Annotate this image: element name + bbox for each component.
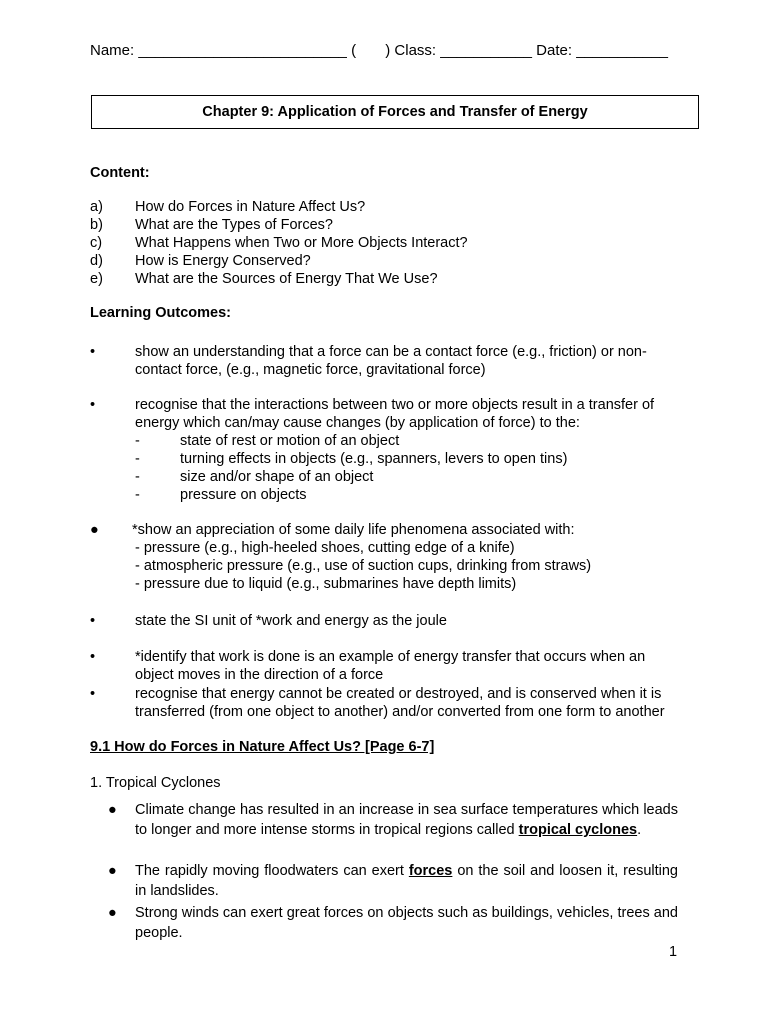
list-marker: c) <box>90 235 103 251</box>
bullet-icon: ● <box>108 905 117 921</box>
sub-list-item <box>135 486 690 504</box>
outcome-text: recognise that the interactions between two or more objects result in a transfer of energy which can/may cause changes (by application of force) to the: <box>135 397 655 431</box>
content-list <box>90 198 468 288</box>
sub-item-text: turning effects in objects (e.g., spanners, levers to open tins) <box>180 451 568 467</box>
list-marker: a) <box>90 199 103 215</box>
bullet-icon: ● <box>108 802 117 818</box>
text-run: Climate change has resulted in an increase in sea surface temperatures which leads to longer and more intense storms in tropical regions called <box>135 802 678 838</box>
list-item-text: How do Forces in Nature Affect Us? <box>135 199 366 215</box>
outcome-text: show an understanding that a force can be a contact force (e.g., friction) or non-contact force, (e.g., magnetic force, gravitational force) <box>135 344 647 378</box>
outcome-text: state the SI unit of *work and energy as the joule <box>135 613 447 629</box>
outcome-item <box>90 343 690 379</box>
list-item-text: What are the Types of Forces? <box>135 217 333 233</box>
sub-item-text: - atmospheric pressure (e.g., use of suction cups, drinking from straws) <box>135 558 592 574</box>
key-term: tropical cyclones <box>518 822 638 838</box>
cyclone-point-text <box>135 861 678 901</box>
sub-list-item <box>135 432 690 450</box>
page-number: 1 <box>669 944 678 960</box>
list-item-text: What Happens when Two or More Objects Interact? <box>135 235 468 251</box>
sub-item-text: - pressure (e.g., high-heeled shoes, cutting edge of a knife) <box>135 540 515 556</box>
outcome-text: *show an appreciation of some daily life phenomena associated with: <box>132 522 575 538</box>
outcome-text: *identify that work is done is an example of energy transfer that occurs when an object moves in the direction of a force <box>135 649 646 683</box>
outcome-item <box>90 612 690 630</box>
key-term: forces <box>408 863 453 879</box>
chapter-title: Chapter 9: Application of Forces and Transfer of Energy <box>202 104 588 120</box>
text-run: . <box>637 822 642 838</box>
bullet-icon: ● <box>90 522 99 538</box>
list-item-text: What are the Sources of Energy That We Use? <box>135 271 438 287</box>
outcome-text: recognise that energy cannot be created or destroyed, and is conserved when it is transferred (from one object to another) and/or converted from one form to another <box>135 686 665 720</box>
section-heading: 9.1 How do Forces in Nature Affect Us? [Page 6-7] <box>90 739 435 755</box>
chapter-title-box <box>91 95 699 129</box>
bullet-icon: • <box>90 397 96 413</box>
list-item <box>90 270 468 288</box>
cyclone-point <box>108 861 678 901</box>
cyclone-point <box>108 903 678 943</box>
student-info-line: Name: _________________________ ( ) Class: ___________ Date: ___________ <box>90 42 668 59</box>
outcome-item <box>90 648 690 684</box>
content-heading: Content: <box>90 165 150 181</box>
list-marker: e) <box>90 271 103 287</box>
sub-item-text: size and/or shape of an object <box>180 469 374 485</box>
sub-item-text: state of rest or motion of an object <box>180 433 400 449</box>
sub-item-text: pressure on objects <box>180 487 307 503</box>
cyclone-point <box>108 800 678 840</box>
bullet-icon: • <box>90 613 96 629</box>
outcome-item <box>90 521 690 593</box>
list-marker: b) <box>90 217 103 233</box>
list-item <box>90 234 468 252</box>
cyclone-point-text: Strong winds can exert great forces on objects such as buildings, vehicles, trees and people. <box>135 905 678 941</box>
cyclone-point-text <box>135 800 678 840</box>
sub-list-item <box>135 450 690 468</box>
text-run: The rapidly moving floodwaters can exert <box>135 863 409 879</box>
list-item <box>90 216 468 234</box>
bullet-icon: • <box>90 344 96 360</box>
outcomes-heading: Learning Outcomes: <box>90 305 231 321</box>
bullet-icon: ● <box>108 863 117 879</box>
sub-list-item <box>135 468 690 486</box>
bullet-icon: • <box>90 686 96 702</box>
list-item <box>90 198 468 216</box>
dash-marker: - <box>135 487 140 503</box>
outcome-item <box>90 685 690 721</box>
outcome-item <box>90 396 690 504</box>
text-run: on the soil and loosen it, resulting in landslides. <box>135 863 678 899</box>
dash-marker: - <box>135 451 140 467</box>
list-item <box>90 252 468 270</box>
sub-item-text: - pressure due to liquid (e.g., submarines have depth limits) <box>135 576 517 592</box>
list-item-text: How is Energy Conserved? <box>135 253 311 269</box>
dash-marker: - <box>135 469 140 485</box>
list-marker: d) <box>90 253 103 269</box>
dash-marker: - <box>135 433 140 449</box>
bullet-icon: • <box>90 649 96 665</box>
section-subheading: 1. Tropical Cyclones <box>90 775 221 791</box>
